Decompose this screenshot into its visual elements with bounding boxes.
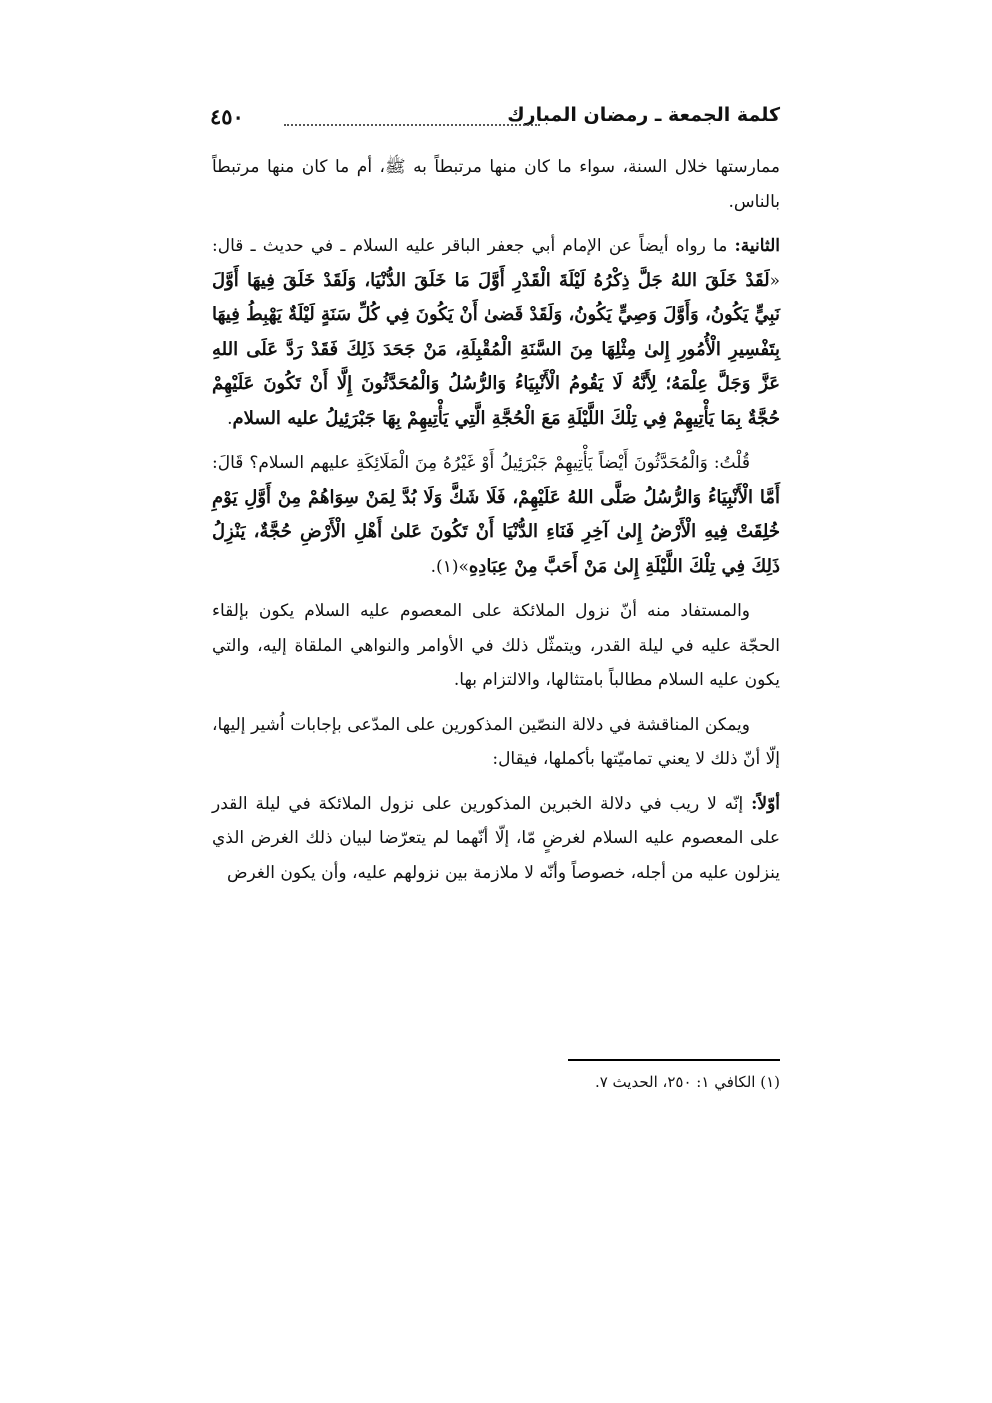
paragraph-3-end: »(١). — [430, 556, 469, 577]
paragraph-6-text: إنّه لا ريب في دلالة الخبرين المذكورين على نزول الملائكة في ليلة القدر على المعصوم عليه السلام لغرضٍ مّا، إلّا أنّهما لم يتعرّضا لبيان ذلك الغرض الذي ينزلون عليه من أجله، خصوصاً وأنّه لا ملازمة بين نزولهم عليه، وأن يكون الغرض — [212, 793, 780, 883]
paragraph-2-end: . — [227, 408, 233, 429]
page-header — [210, 100, 780, 140]
footnote: (١) الكافي ١: ٢٥٠، الحديث ٧. — [594, 1073, 780, 1091]
paragraph-4: والمستفاد منه أنّ نزول الملائكة على المعصوم عليه السلام يكون بإلقاء الحجّة عليه في ليلة القدر، ويتمثّل ذلك في الأوامر والنواهي الملقاة إليه، والتي يكون عليه السلام مطالباً بامتثالها، والالتزام بها. — [212, 601, 780, 690]
paragraph-1: ممارستها خلال السنة، سواء ما كان منها مرتبطاً به ﷺ، أم ما كان منها مرتبطاً بالناس. — [212, 157, 780, 212]
paragraph-6 — [212, 787, 780, 891]
main-text — [212, 150, 780, 900]
hadith-quote-1: لَقَدْ خَلَقَ اللهُ جَلَّ ذِكْرُهُ لَيْلَةَ الْقَدْرِ أَوَّلَ مَا خَلَقَ الدُّنْيَا، وَلَقَدْ خَلَقَ فِيهَا أَوَّلَ نَبِيٍّ يَكُونُ، وَأَوَّلَ وَصِيٍّ يَكُونُ، وَلَقَدْ قَضىٰ أَنْ يَكُونَ فِي كُلِّ سَنَةٍ لَيْلَةٌ يَهْبِطُ فِيهَا بِتَفْسِيرِ الْأُمُورِ إِلىٰ مِثْلِهَا مِنَ السَّنَةِ الْمُقْبِلَةِ، مَنْ جَحَدَ ذَلِكَ فَقَدْ رَدَّ عَلَى اللهِ عَزَّ وَجَلَّ عِلْمَهُ؛ لِأَنَّهُ لَا يَقُومُ الْأَنْبِيَاءُ وَالرُّسُلُ وَالْمُحَدَّثُونَ إِلَّا أَنْ تَكُونَ عَلَيْهِمْ حُجَّةٌ بِمَا يَأْتِيهِمْ فِي تِلْكَ اللَّيْلَةِ مَعَ الْحُجَّةِ الَّتِي يَأْتِيهِمْ بِهَا جَبْرَئِيلُ عليه السلام — [212, 269, 780, 429]
paragraph-2-intro: ما رواه أيضاً عن الإمام أبي جعفر الباقر عليه السلام ـ في حديث ـ قال: « — [212, 236, 780, 291]
paragraph-3 — [212, 446, 780, 584]
question-text: قُلْتُ: وَالْمُحَدَّثُونَ أَيْضاً يَأْتِيهِمْ جَبْرَئِيلُ أَوْ غَيْرُهُ مِنَ الْمَلَائِكَةِ عليهم السلام؟ قَالَ: — [212, 453, 750, 473]
paragraph-2 — [212, 229, 780, 436]
paragraph-6-lead: أوّلاً: — [751, 793, 780, 814]
page-number: ٤٥٠ — [210, 104, 244, 129]
footnote-separator — [568, 1059, 780, 1061]
paragraph-2-lead: الثانية: — [734, 236, 780, 256]
header-dotted-leader — [284, 124, 540, 126]
hadith-quote-2: أَمَّا الْأَنْبِيَاءُ وَالرُّسُلُ صَلَّى اللهُ عَلَيْهِمْ، فَلَا شَكَّ وَلَا بُدَّ لِمَنْ سِوَاهُمْ مِنْ أَوَّلِ يَوْمِ خُلِقَتْ فِيهِ الْأَرْضُ إِلىٰ آخِرِ فَنَاءِ الدُّنْيَا أَنْ تَكُونَ عَلىٰ أَهْلِ الْأَرْضِ حُجَّةٌ، يَنْزِلُ ذَلِكَ فِي تِلْكَ اللَّيْلَةِ إِلىٰ مَنْ أَحَبَّ مِنْ عِبَادِهِ — [212, 486, 780, 577]
paragraph-5: ويمكن المناقشة في دلالة النصّين المذكورين على المدّعى بإجابات اُشير إليها، إلّا أنّ ذلك لا يعني تماميّتها بأكملها، فيقال: — [212, 714, 780, 769]
running-title: كلمة الجمعة ـ رمضان المبارك — [507, 104, 780, 126]
